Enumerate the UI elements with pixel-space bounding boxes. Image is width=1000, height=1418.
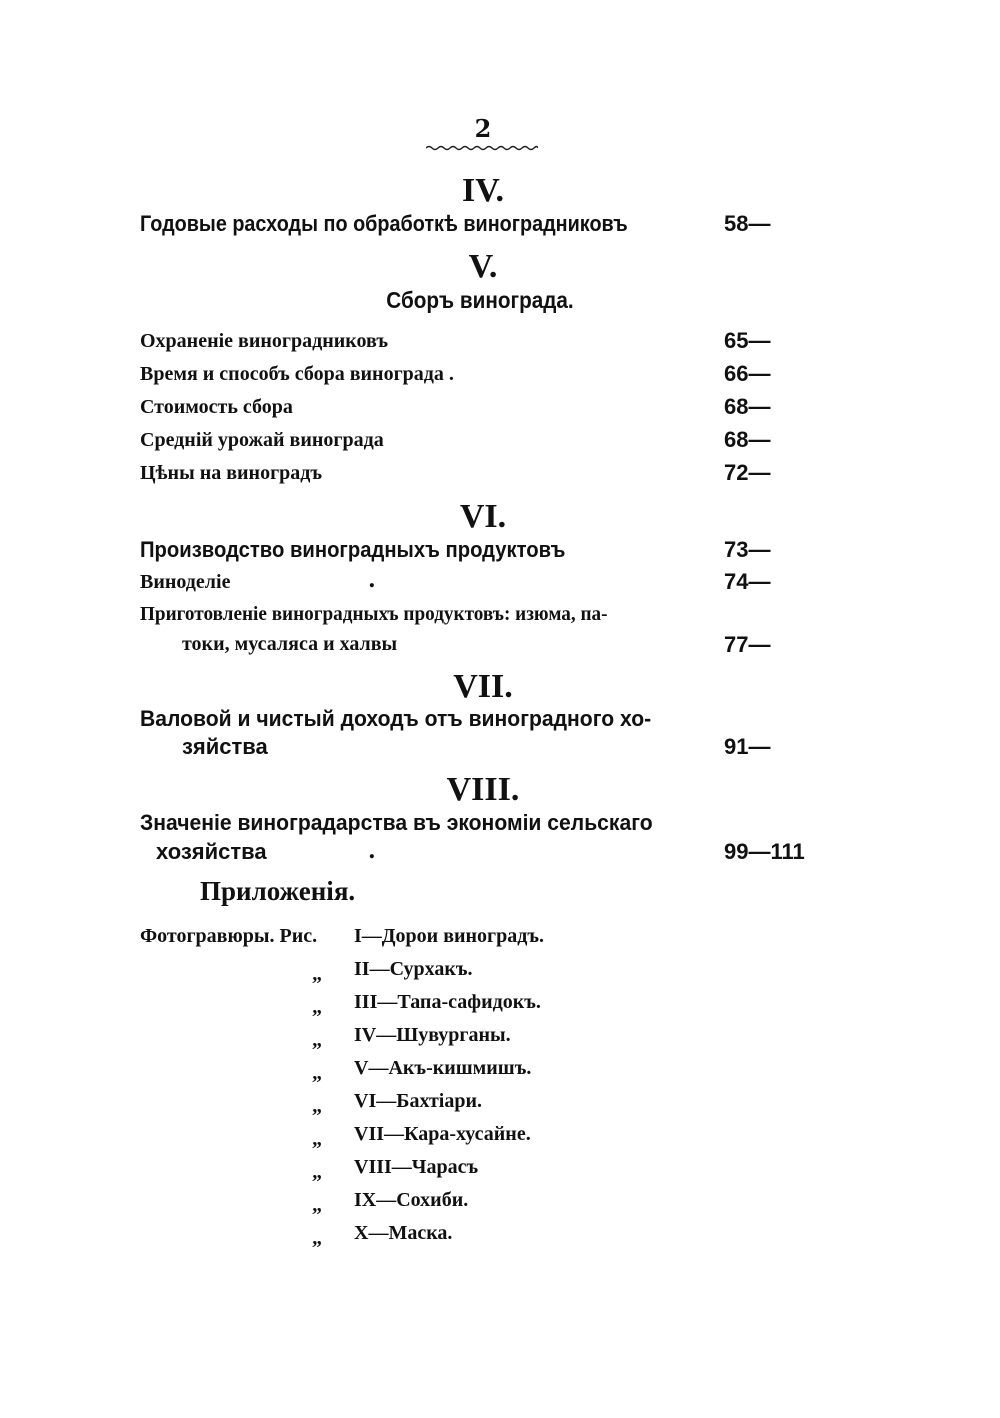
ditto-mark: „ [312,1128,322,1150]
figure-item: VII—Кара-хусайне. [354,1123,531,1145]
toc-entry-page: 58— [724,211,771,236]
toc-entry-title: Среднiй урожай винограда [140,429,384,451]
toc-entry-page: 66— [724,361,771,386]
page-number: 2 [474,114,492,143]
photogravures-label: Фотогравюры. Рис. [140,925,318,947]
toc-entry-page: 74— [724,569,771,594]
figure-item: IX—Сохиби. [354,1189,469,1211]
toc-entry-title-line1: Приготовленіе виноградныхъ продуктовъ: изюма, па- [140,603,608,625]
figure-item: VI—Бахтiари. [354,1090,482,1112]
ditto-mark: „ [312,1029,322,1051]
figure-item: II—Сурхакъ. [354,958,473,980]
toc-entry-title-line2: зяйства [182,734,268,759]
toc-entry-title-line2: токи, мусаляса и халвы [182,633,398,655]
toc-entry-page: 77— [724,632,771,657]
toc-entry-title-line1: Валовой и чистый доходъ отъ виноградного хо- [140,706,652,731]
toc-entry-title: Годовые расходы по обработкѣ виноградниковъ [140,211,628,236]
toc-entry-title: Производство виноградныхъ продуктовъ [140,537,566,562]
figure-item: V—Акъ-кишмишъ. [354,1057,532,1079]
figure-item: I—Дорои виноградъ. [354,925,545,947]
ditto-mark: „ [312,1227,322,1249]
section-numeral-vii: VII. [453,668,513,705]
toc-entry-page: 65— [724,328,771,353]
toc-entry-title: Время и способъ сбора винограда . [140,363,454,385]
toc-entry-page: 68— [724,427,771,452]
ditto-mark: „ [312,963,322,985]
ditto-mark: „ [312,1161,322,1183]
toc-entry-title: Стоимость сбора [140,396,293,418]
leader-dot: . [368,838,376,864]
toc-entry-page: 91— [724,734,771,759]
ditto-mark: „ [312,1194,322,1216]
ditto-mark: „ [312,1062,322,1084]
ditto-mark: „ [312,996,322,1018]
toc-entry-title-line1: Значенiе виноградарства въ экономiи сельскаго [140,810,653,835]
figure-item: III—Тапа-сафидокъ. [354,991,541,1013]
toc-entry-title: Цѣны на виноградъ [140,462,323,484]
toc-entry-title-line2: хозяйства [156,839,267,864]
appendix-heading: Приложенія. [200,876,356,906]
toc-entry-page: 68— [724,394,771,419]
ditto-mark: „ [312,1095,322,1117]
section-numeral-v: V. [468,248,498,285]
toc-entry-page: 99—111 [724,839,805,864]
leader-dot: . [368,567,376,593]
toc-entry-title: Виноделiе [140,571,231,593]
section-numeral-viii: VIII. [446,771,520,808]
figure-item: VIII—Чарасъ [354,1156,479,1178]
toc-entry-page: 72— [724,460,771,485]
toc-entry-page: 73— [724,537,771,562]
section-subtitle: Сборъ винограда. [386,287,574,313]
section-numeral-iv: IV. [462,172,504,209]
toc-entry-title: Охраненіе виноградниковъ [140,330,388,352]
figure-item: IV—Шувурганы. [354,1024,511,1046]
figure-item: X—Маска. [354,1222,453,1244]
section-numeral-vi: VI. [459,498,507,535]
decorative-rule [426,144,538,152]
